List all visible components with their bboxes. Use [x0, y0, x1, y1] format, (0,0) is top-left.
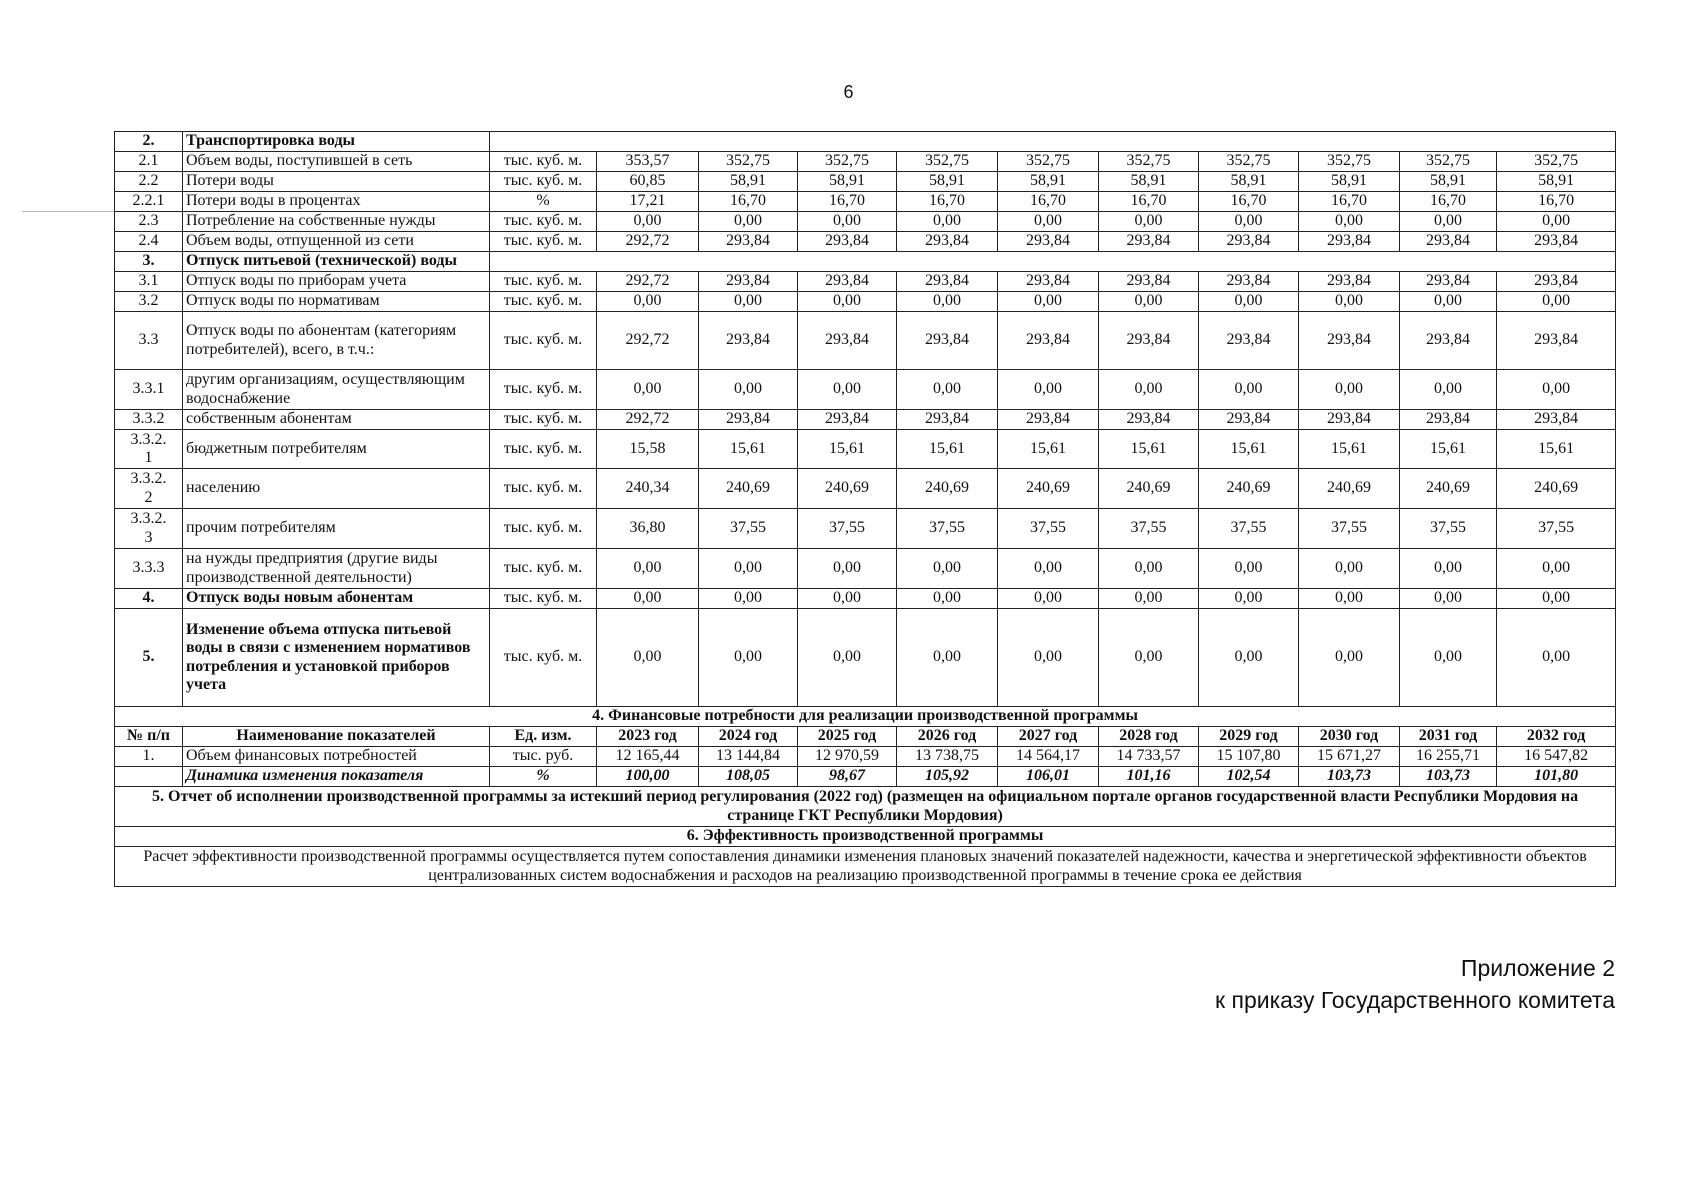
value-cell: 0,00: [1099, 589, 1199, 609]
table-row: [115, 589, 1616, 609]
value-cell: 0,00: [798, 609, 897, 707]
value-cell: 293,84: [1400, 410, 1497, 430]
value-cell: 240,69: [1199, 469, 1299, 509]
row-number: 4.: [115, 589, 183, 609]
header-year: 2025 год: [798, 727, 897, 747]
value-cell: 293,84: [699, 232, 798, 252]
row-number: 3.3.2: [115, 410, 183, 430]
value-cell: 0,00: [1497, 212, 1616, 232]
value-cell: 352,75: [1299, 152, 1400, 172]
value-cell: 0,00: [699, 212, 798, 232]
value-cell: 293,84: [1299, 312, 1400, 370]
value-cell: 293,84: [897, 272, 998, 292]
header-number: № п/п: [115, 727, 183, 747]
table-row: [115, 469, 1616, 509]
section-title: Транспортировка воды: [183, 132, 490, 152]
section-row: [115, 827, 1616, 847]
table-row: [115, 509, 1616, 549]
value-cell: 293,84: [998, 410, 1099, 430]
row-unit: тыс. куб. м.: [490, 370, 597, 410]
value-cell: 0,00: [1299, 370, 1400, 410]
value-cell: 293,84: [1400, 232, 1497, 252]
value-cell: 58,91: [1497, 172, 1616, 192]
row-unit: тыс. куб. м.: [490, 430, 597, 469]
row-name: Отпуск воды по абонентам (категориям потребителей), всего, в т.ч.:: [183, 312, 490, 370]
value-cell: 0,00: [998, 609, 1099, 707]
value-cell: 16,70: [1099, 192, 1199, 212]
value-cell: 37,55: [1099, 509, 1199, 549]
value-cell: 37,55: [699, 509, 798, 549]
value-cell: 16 547,82: [1497, 747, 1616, 767]
value-cell: 0,00: [699, 370, 798, 410]
value-cell: 240,69: [897, 469, 998, 509]
value-cell: 0,00: [998, 589, 1099, 609]
row-name: Отпуск воды новым абонентам: [183, 589, 490, 609]
table-row: [115, 410, 1616, 430]
header-unit: Ед. изм.: [490, 727, 597, 747]
table-row: [115, 609, 1616, 707]
value-cell: 0,00: [1099, 549, 1199, 589]
value-cell: 293,84: [897, 410, 998, 430]
row-unit: тыс. куб. м.: [490, 292, 597, 312]
value-cell: 60,85: [597, 172, 699, 192]
table-row: [115, 192, 1616, 212]
row-number: 3.3.2. 2: [115, 469, 183, 509]
row-unit: тыс. куб. м.: [490, 609, 597, 707]
value-cell: 37,55: [1299, 509, 1400, 549]
value-cell: 98,67: [798, 767, 897, 787]
value-cell: 0,00: [1099, 212, 1199, 232]
value-cell: 15,61: [1497, 430, 1616, 469]
table-row: [115, 312, 1616, 370]
value-cell: 15,61: [1099, 430, 1199, 469]
row-unit: тыс. куб. м.: [490, 549, 597, 589]
value-cell: 240,69: [798, 469, 897, 509]
value-cell: 58,91: [798, 172, 897, 192]
value-cell: 58,91: [998, 172, 1099, 192]
row-unit: тыс. куб. м.: [490, 172, 597, 192]
table-row: [115, 212, 1616, 232]
row-name: Потребление на собственные нужды: [183, 212, 490, 232]
value-cell: 293,84: [1299, 410, 1400, 430]
table-row: [115, 370, 1616, 410]
value-cell: 15,61: [699, 430, 798, 469]
row-name: собственным абонентам: [183, 410, 490, 430]
section-row: [115, 132, 1616, 152]
value-cell: 16,70: [1400, 192, 1497, 212]
value-cell: 293,84: [1099, 272, 1199, 292]
value-cell: 293,84: [699, 312, 798, 370]
value-cell: 293,84: [699, 410, 798, 430]
value-cell: 16,70: [1497, 192, 1616, 212]
value-cell: 352,75: [897, 152, 998, 172]
row-unit: тыс. куб. м.: [490, 152, 597, 172]
row-number: 5.: [115, 609, 183, 707]
value-cell: 37,55: [998, 509, 1099, 549]
value-cell: 0,00: [1497, 370, 1616, 410]
value-cell: 0,00: [1199, 609, 1299, 707]
row-number: 3.3.3: [115, 549, 183, 589]
value-cell: 293,84: [1497, 410, 1616, 430]
header-year: 2032 год: [1497, 727, 1616, 747]
row-name: Отпуск воды по приборам учета: [183, 272, 490, 292]
value-cell: 0,00: [597, 212, 699, 232]
value-cell: 293,84: [798, 272, 897, 292]
table-row: [115, 767, 1616, 787]
section-number: 3.: [115, 252, 183, 272]
value-cell: 0,00: [1299, 292, 1400, 312]
value-cell: 103,73: [1299, 767, 1400, 787]
value-cell: 101,80: [1497, 767, 1616, 787]
value-cell: 293,84: [1199, 312, 1299, 370]
value-cell: 58,91: [1400, 172, 1497, 192]
value-cell: 352,75: [798, 152, 897, 172]
value-cell: 0,00: [998, 212, 1099, 232]
value-cell: 15,61: [1400, 430, 1497, 469]
value-cell: 101,16: [1099, 767, 1199, 787]
value-cell: 36,80: [597, 509, 699, 549]
table-row: [115, 549, 1616, 589]
value-cell: 0,00: [897, 609, 998, 707]
header-year: 2031 год: [1400, 727, 1497, 747]
value-cell: 15,61: [1199, 430, 1299, 469]
row-number: 2.2: [115, 172, 183, 192]
row-name: на нужды предприятия (другие виды производственной деятельности): [183, 549, 490, 589]
row-unit: тыс. куб. м.: [490, 212, 597, 232]
table-row: [115, 430, 1616, 469]
value-cell: 293,84: [1199, 272, 1299, 292]
row-number: 2.2.1: [115, 192, 183, 212]
value-cell: 0,00: [1400, 212, 1497, 232]
section-row: [115, 707, 1616, 727]
value-cell: 0,00: [699, 549, 798, 589]
value-cell: 293,84: [798, 312, 897, 370]
production-program-table: [114, 131, 1616, 887]
value-cell: 106,01: [998, 767, 1099, 787]
value-cell: 293,84: [1299, 272, 1400, 292]
value-cell: 0,00: [1099, 370, 1199, 410]
value-cell: 293,84: [1497, 272, 1616, 292]
value-cell: 0,00: [1199, 212, 1299, 232]
value-cell: 0,00: [597, 370, 699, 410]
value-cell: 293,84: [1099, 410, 1199, 430]
section-row: [115, 787, 1616, 827]
row-number: 2.1: [115, 152, 183, 172]
value-cell: 15,61: [1299, 430, 1400, 469]
value-cell: 0,00: [798, 589, 897, 609]
header-row: [115, 727, 1616, 747]
value-cell: 293,84: [1199, 232, 1299, 252]
row-number: 1.: [115, 747, 183, 767]
value-cell: 0,00: [597, 292, 699, 312]
value-cell: 0,00: [798, 212, 897, 232]
value-cell: 37,55: [1400, 509, 1497, 549]
value-cell: 293,84: [1400, 312, 1497, 370]
table-row: [115, 747, 1616, 767]
value-cell: 293,84: [1497, 232, 1616, 252]
value-cell: 0,00: [1400, 292, 1497, 312]
value-cell: 352,75: [1497, 152, 1616, 172]
value-cell: 14 564,17: [998, 747, 1099, 767]
row-name: прочим потребителям: [183, 509, 490, 549]
value-cell: 0,00: [1099, 292, 1199, 312]
value-cell: 58,91: [897, 172, 998, 192]
section-number: 2.: [115, 132, 183, 152]
section-5-text: 5. Отчет об исполнении производственной программы за истекший период регулирования (2022 год) (размещен на официальном портале органов государственной власти Республики Мордовия на странице ГКТ Республики Мордовия): [115, 787, 1616, 827]
value-cell: 105,92: [897, 767, 998, 787]
value-cell: 108,05: [699, 767, 798, 787]
section-6-title: 6. Эффективность производственной программы: [115, 827, 1616, 847]
table-row: [115, 847, 1616, 887]
value-cell: 37,55: [798, 509, 897, 549]
value-cell: 0,00: [897, 370, 998, 410]
table-row: [115, 172, 1616, 192]
value-cell: 240,34: [597, 469, 699, 509]
value-cell: 58,91: [1099, 172, 1199, 192]
value-cell: 0,00: [897, 292, 998, 312]
value-cell: 292,72: [597, 410, 699, 430]
value-cell: 16,70: [699, 192, 798, 212]
value-cell: 293,84: [798, 232, 897, 252]
value-cell: 0,00: [1497, 589, 1616, 609]
value-cell: 0,00: [798, 370, 897, 410]
row-name: другим организациям, осуществляющим водоснабжение: [183, 370, 490, 410]
value-cell: 0,00: [1299, 212, 1400, 232]
value-cell: 0,00: [1400, 549, 1497, 589]
value-cell: 293,84: [1199, 410, 1299, 430]
value-cell: 15 671,27: [1299, 747, 1400, 767]
value-cell: 0,00: [1199, 549, 1299, 589]
row-unit: тыс. руб.: [490, 747, 597, 767]
row-number: 3.2: [115, 292, 183, 312]
value-cell: 0,00: [699, 589, 798, 609]
section-row: [115, 252, 1616, 272]
header-year: 2026 год: [897, 727, 998, 747]
value-cell: 240,69: [998, 469, 1099, 509]
value-cell: 240,69: [1497, 469, 1616, 509]
row-name: населению: [183, 469, 490, 509]
value-cell: 0,00: [1299, 549, 1400, 589]
value-cell: 16 255,71: [1400, 747, 1497, 767]
value-cell: 0,00: [1497, 292, 1616, 312]
section-title: Отпуск питьевой (технической) воды: [183, 252, 490, 272]
value-cell: 293,84: [998, 272, 1099, 292]
row-number: 3.3.1: [115, 370, 183, 410]
value-cell: 240,69: [1299, 469, 1400, 509]
value-cell: 37,55: [1199, 509, 1299, 549]
value-cell: 0,00: [1497, 549, 1616, 589]
row-number: 2.3: [115, 212, 183, 232]
value-cell: 293,84: [998, 232, 1099, 252]
value-cell: 240,69: [1099, 469, 1199, 509]
value-cell: 292,72: [597, 272, 699, 292]
row-unit: тыс. куб. м.: [490, 469, 597, 509]
value-cell: 293,84: [798, 410, 897, 430]
value-cell: 58,91: [1299, 172, 1400, 192]
value-cell: 0,00: [699, 292, 798, 312]
value-cell: 293,84: [1099, 312, 1199, 370]
header-name: Наименование показателей: [183, 727, 490, 747]
value-cell: 0,00: [1099, 609, 1199, 707]
row-name: бюджетным потребителям: [183, 430, 490, 469]
value-cell: 0,00: [1497, 609, 1616, 707]
row-unit: тыс. куб. м.: [490, 589, 597, 609]
value-cell: 17,21: [597, 192, 699, 212]
row-name: Изменение объема отпуска питьевой воды в связи с изменением нормативов потребления и установкой приборов учета: [183, 609, 490, 707]
value-cell: 293,84: [897, 312, 998, 370]
value-cell: 353,57: [597, 152, 699, 172]
value-cell: 15,58: [597, 430, 699, 469]
value-cell: 0,00: [1400, 589, 1497, 609]
section-blank: [490, 132, 1616, 152]
appendix-caption: [1215, 952, 1615, 1016]
header-year: 2024 год: [699, 727, 798, 747]
value-cell: 15,61: [897, 430, 998, 469]
value-cell: 58,91: [1199, 172, 1299, 192]
row-name: Объем воды, поступившей в сеть: [183, 152, 490, 172]
section-blank: [490, 252, 1616, 272]
table-row: [115, 152, 1616, 172]
value-cell: 352,75: [1099, 152, 1199, 172]
row-name: Отпуск воды по нормативам: [183, 292, 490, 312]
appendix-line-1: Приложение 2: [1460, 955, 1615, 981]
value-cell: 0,00: [798, 292, 897, 312]
table-row: [115, 292, 1616, 312]
value-cell: 0,00: [1199, 589, 1299, 609]
page-number: 6: [843, 82, 854, 102]
value-cell: 12 970,59: [798, 747, 897, 767]
value-cell: 0,00: [1400, 609, 1497, 707]
value-cell: 0,00: [699, 609, 798, 707]
value-cell: 352,75: [1199, 152, 1299, 172]
value-cell: 12 165,44: [597, 747, 699, 767]
value-cell: 0,00: [597, 609, 699, 707]
value-cell: 293,84: [1400, 272, 1497, 292]
value-cell: 102,54: [1199, 767, 1299, 787]
value-cell: 240,69: [1400, 469, 1497, 509]
row-unit: тыс. куб. м.: [490, 272, 597, 292]
row-name: Потери воды в процентах: [183, 192, 490, 212]
header-year: 2023 год: [597, 727, 699, 747]
row-number: [115, 767, 183, 787]
value-cell: 0,00: [897, 589, 998, 609]
value-cell: 15,61: [798, 430, 897, 469]
value-cell: 293,84: [998, 312, 1099, 370]
section-4-title: 4. Финансовые потребности для реализации производственной программы: [115, 707, 1616, 727]
row-number: 3.3: [115, 312, 183, 370]
value-cell: 0,00: [897, 212, 998, 232]
header-year: 2028 год: [1099, 727, 1199, 747]
value-cell: 0,00: [798, 549, 897, 589]
value-cell: 352,75: [998, 152, 1099, 172]
value-cell: 293,84: [1299, 232, 1400, 252]
table-row: [115, 232, 1616, 252]
value-cell: 13 144,84: [699, 747, 798, 767]
value-cell: 16,70: [1199, 192, 1299, 212]
value-cell: 103,73: [1400, 767, 1497, 787]
value-cell: 0,00: [597, 549, 699, 589]
value-cell: 37,55: [1497, 509, 1616, 549]
row-number: 3.3.2. 1: [115, 430, 183, 469]
row-number: 3.1: [115, 272, 183, 292]
value-cell: 0,00: [998, 292, 1099, 312]
value-cell: 293,84: [699, 272, 798, 292]
value-cell: 16,70: [1299, 192, 1400, 212]
value-cell: 292,72: [597, 232, 699, 252]
row-name: Объем финансовых потребностей: [183, 747, 490, 767]
value-cell: 293,84: [1099, 232, 1199, 252]
value-cell: 240,69: [699, 469, 798, 509]
row-number: 3.3.2. 3: [115, 509, 183, 549]
value-cell: 0,00: [1299, 609, 1400, 707]
value-cell: 293,84: [897, 232, 998, 252]
value-cell: 16,70: [798, 192, 897, 212]
row-unit: тыс. куб. м.: [490, 232, 597, 252]
value-cell: 292,72: [597, 312, 699, 370]
appendix-line-2: к приказу Государственного комитета: [1215, 987, 1615, 1014]
value-cell: 58,91: [699, 172, 798, 192]
value-cell: 0,00: [1400, 370, 1497, 410]
value-cell: 293,84: [1497, 312, 1616, 370]
row-unit: %: [490, 767, 597, 787]
row-unit: тыс. куб. м.: [490, 509, 597, 549]
header-year: 2027 год: [998, 727, 1099, 747]
scan-mark: [22, 211, 114, 212]
value-cell: 0,00: [1199, 370, 1299, 410]
row-name: Потери воды: [183, 172, 490, 192]
value-cell: 0,00: [998, 549, 1099, 589]
header-year: 2029 год: [1199, 727, 1299, 747]
row-unit: тыс. куб. м.: [490, 312, 597, 370]
value-cell: 13 738,75: [897, 747, 998, 767]
value-cell: 16,70: [897, 192, 998, 212]
row-name: Объем воды, отпущенной из сети: [183, 232, 490, 252]
row-number: 2.4: [115, 232, 183, 252]
value-cell: 352,75: [699, 152, 798, 172]
header-year: 2030 год: [1299, 727, 1400, 747]
value-cell: 0,00: [998, 370, 1099, 410]
value-cell: 14 733,57: [1099, 747, 1199, 767]
row-unit: %: [490, 192, 597, 212]
section-6-text: Расчет эффективности производственной программы осуществляется путем сопоставления динамики изменения плановых значений показателей надежности, качества и энергетической эффективности объектов централизованных систем водоснабжения и расходов на реализацию производственной программы в течение срока ее действия: [115, 847, 1616, 887]
value-cell: 37,55: [897, 509, 998, 549]
value-cell: 100,00: [597, 767, 699, 787]
table-row: [115, 272, 1616, 292]
value-cell: 0,00: [1299, 589, 1400, 609]
value-cell: 15 107,80: [1199, 747, 1299, 767]
value-cell: 16,70: [998, 192, 1099, 212]
value-cell: 352,75: [1400, 152, 1497, 172]
value-cell: 15,61: [998, 430, 1099, 469]
value-cell: 0,00: [1199, 292, 1299, 312]
value-cell: 0,00: [897, 549, 998, 589]
value-cell: 0,00: [597, 589, 699, 609]
row-unit: тыс. куб. м.: [490, 410, 597, 430]
row-name: Динамика изменения показателя: [183, 767, 490, 787]
